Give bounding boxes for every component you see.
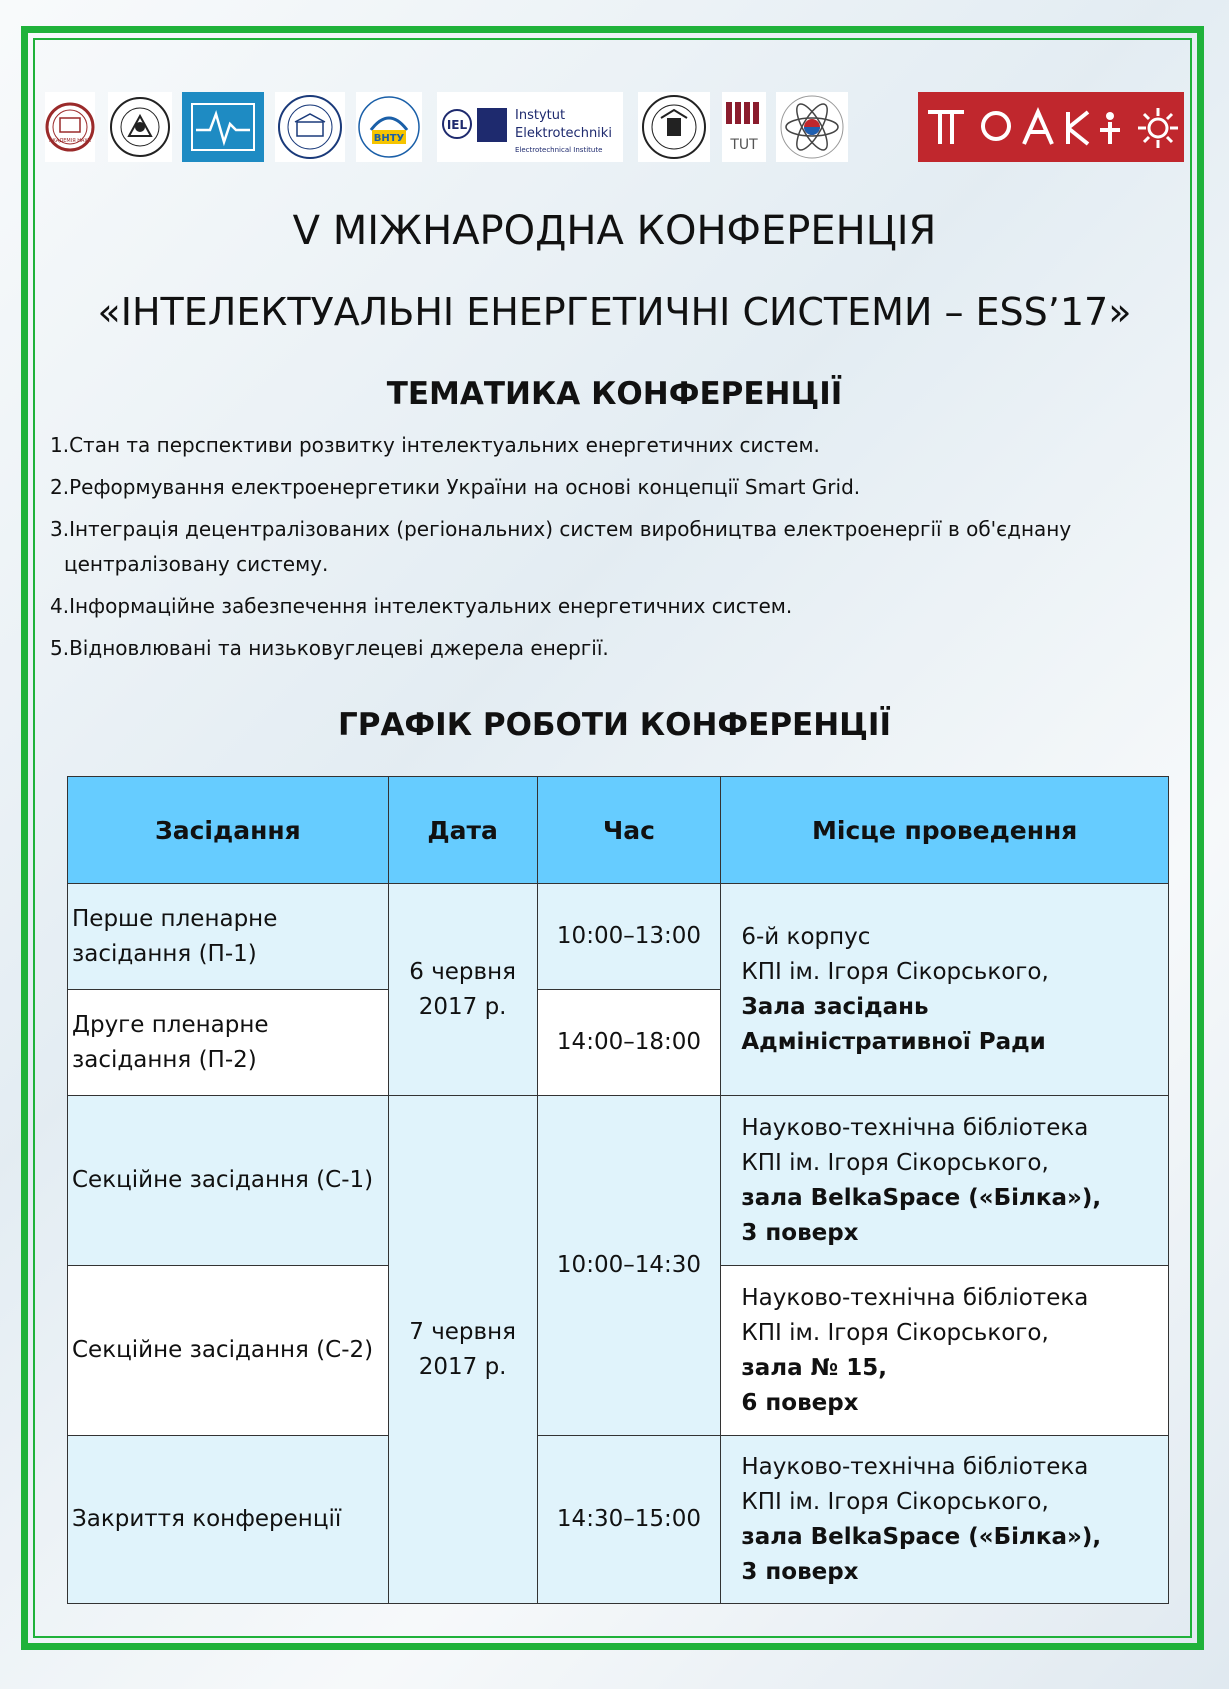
place-line: КПІ ім. Ігоря Сікорського, <box>741 1488 1049 1515</box>
table-header-row <box>68 777 1169 884</box>
svg-text:Elektrotechniki: Elektrotechniki <box>515 126 612 141</box>
topic-item: 5.Відновлювані та низьковуглецеві джерела енергії. <box>50 636 609 660</box>
academy-seal-logo <box>45 92 95 162</box>
session-name-line: засідання (П-2) <box>72 1046 257 1073</box>
session-name-line: Закриття конференції <box>72 1506 342 1532</box>
valencia-polytechnic-logo <box>638 92 710 162</box>
table-row <box>68 884 1169 990</box>
lviv-polytechnic-logo <box>275 92 345 162</box>
topic-item-continuation: централізовану систему. <box>64 552 329 576</box>
place-cell <box>721 884 1169 1096</box>
place-hall-line: Адміністративної Ради <box>741 1028 1046 1055</box>
academy-seal-text: АКАДЕМІЯ НАУК <box>48 138 92 144</box>
table-row <box>68 1436 1169 1604</box>
tolaik-logo <box>918 92 1184 162</box>
date-cell <box>388 884 537 1096</box>
schedule-table <box>67 776 1169 1604</box>
date-line: 2017 р. <box>418 993 507 1020</box>
session-cell <box>68 884 389 990</box>
place-line: КПІ ім. Ігоря Сікорського, <box>741 1319 1049 1346</box>
place-line: Науково-технічна бібліотека <box>741 1453 1089 1480</box>
place-hall-line: 3 поверх <box>741 1219 859 1246</box>
atom-logo <box>776 92 848 162</box>
topic-item: 4.Інформаційне забезпечення інтелектуальних енергетичних систем. <box>50 594 793 618</box>
place-cell <box>721 1266 1169 1436</box>
date-line: 7 червня <box>409 1318 516 1345</box>
iel-logo-subtitle: Electrotechnical Institute <box>515 146 603 154</box>
place-cell <box>721 1096 1169 1266</box>
session-cell <box>68 1096 389 1266</box>
conference-title-line1: V МІЖНАРОДНА КОНФЕРЕНЦІЯ <box>292 208 937 254</box>
place-hall-line: 6 поверх <box>741 1389 859 1416</box>
date-cell <box>388 1096 537 1604</box>
time-cell: 14:00–18:00 <box>537 990 721 1096</box>
place-hall-line: 3 поверх <box>741 1558 859 1585</box>
place-line: КПІ ім. Ігоря Сікорського, <box>741 958 1049 985</box>
partner-logos-row <box>45 88 1185 166</box>
session-cell <box>68 1436 389 1604</box>
header-place: Місце проведення <box>721 777 1169 884</box>
place-hall-line: зала BelkaSpace («Білка»), <box>741 1184 1102 1211</box>
session-name-line: Друге пленарне <box>72 1011 269 1038</box>
place-line: КПІ ім. Ігоря Сікорського, <box>741 1149 1049 1176</box>
place-line: Науково-технічна бібліотека <box>741 1284 1089 1311</box>
place-cell <box>721 1436 1169 1604</box>
tut-logo-text: TUT <box>730 137 758 153</box>
tut-logo <box>722 92 766 162</box>
header-date: Дата <box>388 777 537 884</box>
session-name-line: Секційне засідання (С-1) <box>72 1167 374 1193</box>
session-name-line: засідання (П-1) <box>72 940 257 967</box>
vntu-logo <box>356 92 422 162</box>
header-session: Засідання <box>68 777 389 884</box>
svg-text:Instytut: Instytut <box>515 108 566 123</box>
conference-title-line2: «ІНТЕЛЕКТУАЛЬНІ ЕНЕРГЕТИЧНІ СИСТЕМИ – ESS’17» <box>97 290 1132 334</box>
place-hall-line: зала BelkaSpace («Білка»), <box>741 1523 1102 1550</box>
place-line: 6-й корпус <box>741 923 871 950</box>
place-line: Науково-технічна бібліотека <box>741 1114 1089 1141</box>
topic-item: 1.Стан та перспективи розвитку інтелектуальних енергетичних систем. <box>50 433 820 457</box>
header-time: Час <box>537 777 721 884</box>
session-cell <box>68 990 389 1096</box>
vntu-logo-text: ВНТУ <box>373 133 405 144</box>
topics-heading: ТЕМАТИКА КОНФЕРЕНЦІЇ <box>386 376 843 412</box>
session-cell <box>68 1266 389 1436</box>
topic-item: 3.Інтеграція децентралізованих (регіональних) систем виробництва електроенергії в об'єднану <box>50 517 1072 541</box>
mining-university-seal-logo <box>108 92 172 162</box>
ied-logo <box>182 92 264 162</box>
time-cell: 14:30–15:00 <box>537 1436 721 1604</box>
iel-logo <box>437 92 623 162</box>
date-line: 2017 р. <box>418 1353 507 1380</box>
topic-item: 2.Реформування електроенергетики України на основі концепції Smart Grid. <box>50 475 861 499</box>
time-cell: 10:00–13:00 <box>537 884 721 990</box>
place-hall-line: зала № 15, <box>741 1354 888 1381</box>
session-name-line: Секційне засідання (С-2) <box>72 1337 374 1363</box>
schedule-heading: ГРАФІК РОБОТИ КОНФЕРЕНЦІЇ <box>337 707 892 743</box>
session-name-line: Перше пленарне <box>72 905 278 932</box>
place-hall-line: Зала засідань <box>741 993 929 1020</box>
time-cell: 10:00–14:30 <box>537 1096 721 1436</box>
svg-text:IEL: IEL <box>446 118 468 132</box>
topics-list <box>50 428 1170 673</box>
date-line: 6 червня <box>409 958 516 985</box>
table-row <box>68 1096 1169 1266</box>
